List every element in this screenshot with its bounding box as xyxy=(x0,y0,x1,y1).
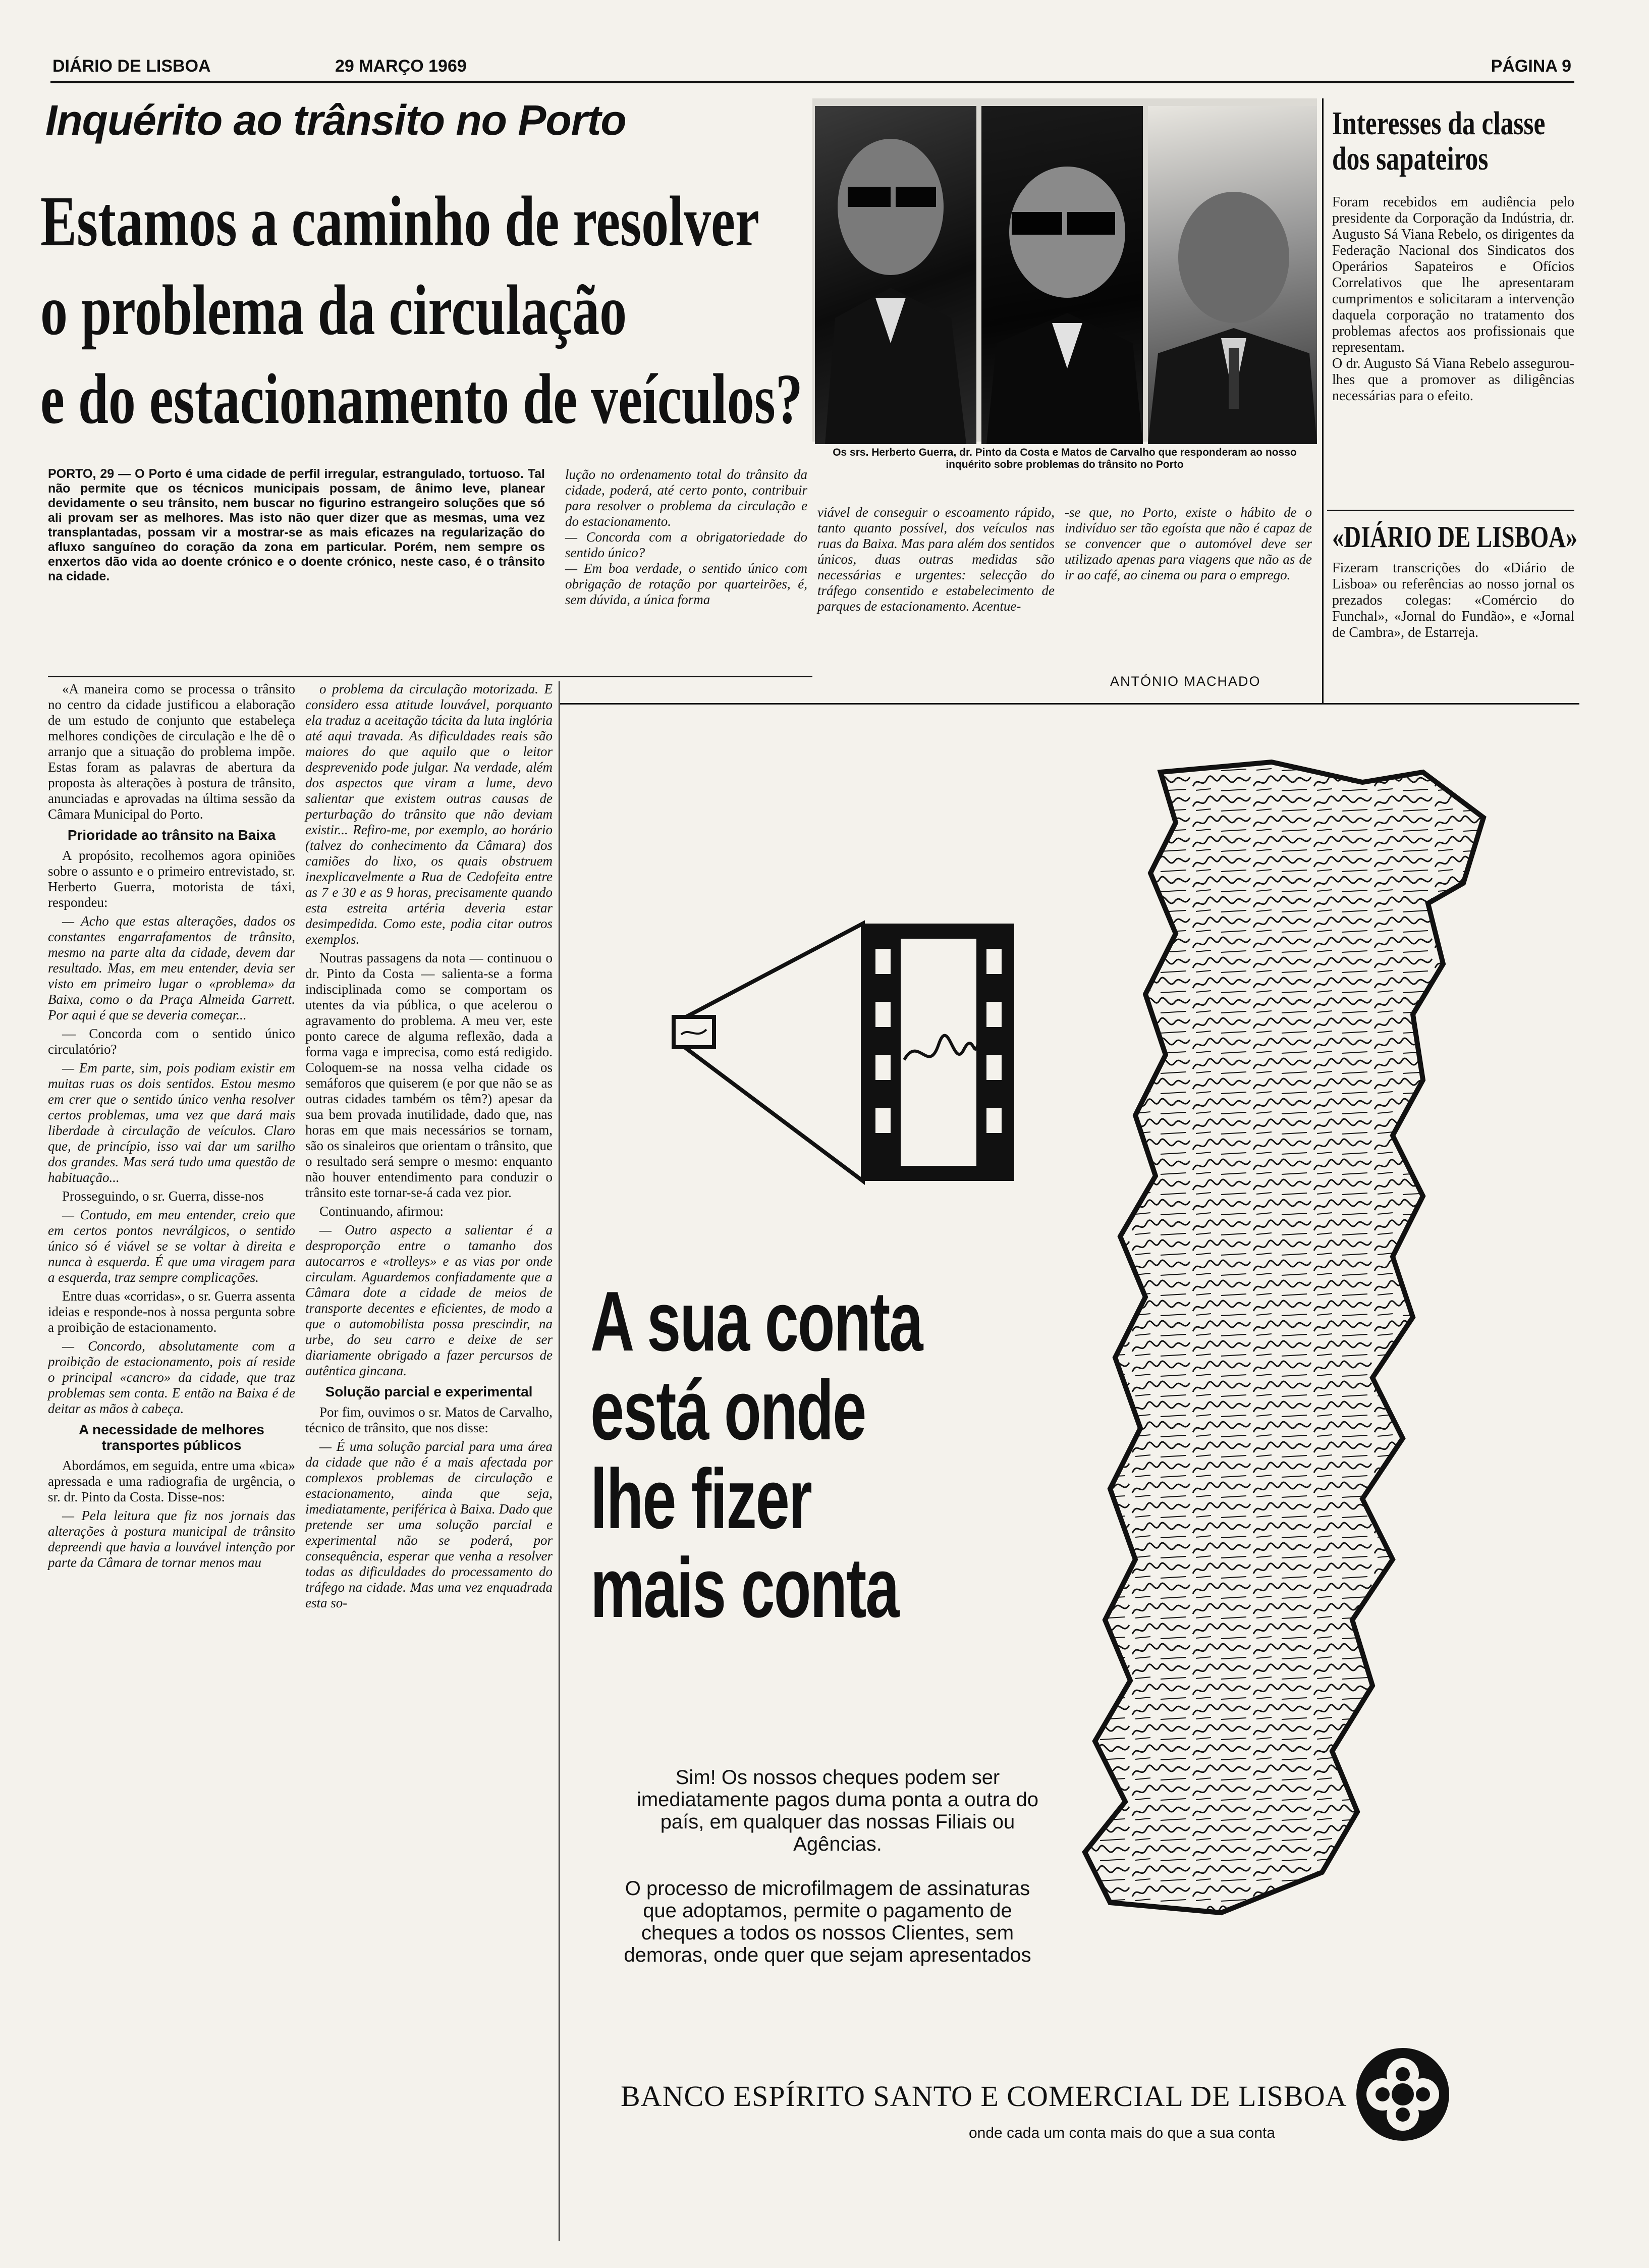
portugal-map-icon xyxy=(1009,752,1514,1933)
article-column-4: viável de conseguir o escoamento rápido, tanto quanto possível, dos veículos nas ruas da Baixa. Mas para além dos sentidos únicos, duas outras medidas são necessárias e urgentes: selecção do tráfego consentido e estabelecimento de parques de estacionamento. Acentue- xyxy=(817,505,1055,614)
col1-paragraph: A propósito, recolhemos agora opiniões sobre o assunto e o primeiro entrevistado, sr. Herberto Guerra, motorista de táxi, respondeu: xyxy=(48,848,295,910)
column-rule-left xyxy=(559,681,560,2241)
photo-matos-de-carvalho xyxy=(1148,106,1317,444)
issue-date: 29 MARÇO 1969 xyxy=(335,57,467,76)
sidebar-sapateiros-body: Foram recebidos em audiência pelo presidente da Corporação da Indústria, dr. Augusto Sá Viana Rebelo, os dirigentes da Federação Nacional dos Sindicatos dos Operários Sapateiros e Ofícios Correlativos que lhe apresentaram cumprimentos e solicitaram a intervenção daquela corporação no tratamento dos problemas afectos aos profissionais que representam. O dr. Augusto Sá Viana Rebelo assegurou-lhes que a promover as diligências necessárias para o efeito. xyxy=(1332,194,1574,404)
masthead xyxy=(52,57,1571,82)
ad-headline xyxy=(590,1274,922,1635)
col2-paragraph: o problema da circulação motorizada. E considero essa atitude louvável, porquanto ela traduz a aceitação tácita da luta inglória até aqui travada. As dificuldades reais são maiores do que aquilo que o leitor desprevenido pode julgar. Na verdade, além dos aspectos que viram a lume, devo salientar que existem outras causas de perturbação do trânsito que não deviam existir... Refiro-me, por exemplo, ao horário (talvez do conhecimento da Câmara) dos camiões do lixo, os quais obstruem inexplicavelmente a Rua de Cedofeita entre as 7 e 30 e as 9 horas, precisamente quando esta estreita artéria deveria estar desimpedida. Como este, podia citar outros exemplos. xyxy=(305,681,553,947)
col1-subhead-1: Prioridade ao trânsito na Baixa xyxy=(67,827,276,843)
masthead-rule xyxy=(50,81,1574,83)
col1-paragraph: — Concordo, absolutamente com a proibição de estacionamento, pois aí reside o principal «cancro» da cidade, que traz problemas sem conta. E então na Baixa é de deitar as mãos à cabeça. xyxy=(48,1338,295,1416)
headline-line-1: Estamos a caminho de resolver xyxy=(40,181,759,261)
article-column-2 xyxy=(305,681,553,1614)
col1-subhead-2: A necessidade de melhores transportes públicos xyxy=(79,1422,264,1453)
col1-paragraph: Prosseguindo, o sr. Guerra, disse-nos xyxy=(62,1189,264,1204)
ad-headline-line-4: mais conta xyxy=(590,1540,899,1635)
ad-headline-line-2: está onde xyxy=(590,1363,866,1457)
film-projection-icon xyxy=(646,908,1050,1201)
col1-paragraph: «A maneira como se processa o trânsito no centro da cidade justificou a elaboração de um estudo de conjunto que estabeleça melhores condições de circulação e lhe dê o arranjo que a situação do problema impõe. Estas foram as palavras de abertura da proposta às alterações à postura de trânsito, anunciadas e aprovadas na última sessão da Câmara Municipal do Porto. xyxy=(48,681,295,822)
article-kicker: Inquérito ao trânsito no Porto xyxy=(45,96,626,144)
portrait-2-icon xyxy=(981,106,1143,444)
headline-line-2: o problema da circulação xyxy=(40,270,627,350)
col1-paragraph: — Acho que estas alterações, dados os constantes engarrafamentos de trânsito, mesmo na parte alta da cidade, devem dar resultado. Mas, em meu entender, devia ser visto em primeiro lugar o «problema» da Baixa, como o da Praça Almeida Garrett. Por aqui é que se deveria começar... xyxy=(48,913,295,1022)
col1-paragraph: Entre duas «corridas», o sr. Guerra assenta ideias e responde-nos à nossa pergunta sobre a proibição de estacionamento. xyxy=(48,1288,295,1335)
photo-herberto-guerra xyxy=(815,106,976,444)
article-column-3: lução no ordenamento total do trânsito da cidade, poderá, até certo ponto, contribuir para resolver o problema da circulação e do estacionamento. — Concorda com a obrigatoriedade do sentido único? — Em boa verdade, o sentido único com obrigação de rotação por quarteirões, é, sem dúvida, a única forma xyxy=(565,467,807,607)
bank-name: BANCO ESPÍRITO SANTO E COMERCIAL DE LISBOA xyxy=(621,2080,1347,2113)
article-column-5: -se que, no Porto, existe o hábito de o indivíduo ser tão egoísta que não é capaz de se convencer que o automóvel deve ser utilizado apenas para viagens que não as de ir ao café, ao cinema ou para o emprego. xyxy=(1065,505,1312,582)
col1-paragraph: — Em parte, sim, pois podiam existir em muitas ruas os dois sentidos. Estou mesmo em crer que o sentido único venha resolver certos problemas, uma vez que dará mais liberdade à circulação de veículos. Claro que, de princípio, isso vai dar um sarilho dos grandes. Mas será tudo uma questão de habituação... xyxy=(48,1060,295,1185)
ad-headline-line-3: lhe fizer xyxy=(590,1451,811,1546)
col2-subhead: Solução parcial e experimental xyxy=(325,1384,533,1399)
sidebar-title-line-2: dos sapateiros xyxy=(1332,140,1489,177)
portrait-3-icon xyxy=(1148,106,1317,444)
ad-headline-line-1: A sua conta xyxy=(590,1274,922,1369)
col2-paragraph: — É uma solução parcial para uma área da cidade que não é a mais afectada por complexos problemas de circulação e estacionamento, ainda que seja, imediatamente, periférica à Baixa. Dado que pretende ser uma solução parcial e experimental não se poderá, por consequência, esperar que venha a resolver todas as dificuldades do processamento do tráfego na cidade. Mas uma vez enquadrada esta so- xyxy=(305,1439,553,1610)
col2-paragraph: Continuando, afirmou: xyxy=(319,1204,444,1219)
photo-pinto-da-costa xyxy=(981,106,1143,444)
sidebar-dl-title: «DIÁRIO DE LISBOA» xyxy=(1332,520,1578,554)
col1-paragraph: — Concorda com o sentido único circulatório? xyxy=(48,1026,295,1057)
article-headline xyxy=(40,177,817,443)
bank-logo-icon xyxy=(1352,2044,1453,2145)
photo-group xyxy=(812,98,1317,442)
col1-paragraph: — Contudo, em meu entender, creio que em certos pontos nevrálgicos, o sentido único só é viável se se voltar à direita e nunca à esquerda. É que uma viragem para a esquerda, traz sempre complicações. xyxy=(48,1207,295,1285)
sidebar-divider xyxy=(1327,510,1574,511)
col1-paragraph: Abordámos, em seguida, entre uma «bica» apressada e uma radiografia de urgência, o sr. dr. Pinto da Costa. Disse-nos: xyxy=(48,1458,295,1504)
sidebar-title-line-1: Interesses da classe xyxy=(1332,105,1546,142)
lead-rule xyxy=(48,676,812,677)
sidebar-dl-body: Fizeram transcrições do «Diário de Lisboa» ou referências ao nosso jornal os prezados colegas: «Comércio do Funchal», «Jornal do Fundão», e «Jornal de Cambra», de Estarreja. xyxy=(1332,560,1574,640)
article-column-1 xyxy=(48,681,295,1574)
col2-paragraph: — Outro aspecto a salientar é a desproporção entre o tamanho dos autocarros e «trolleys» e as vias por onde circulam. Aguardemos confiadamente que a Câmara dote a cidade de meios de transporte decentes e eficientes, de modo a que o automobilista possa prescindir, na urbe, do seu carro e deixe de ser diariamente obrigado a fazer percursos de autêntica gincana. xyxy=(305,1222,553,1378)
article-bottom-rule xyxy=(560,703,1579,705)
ad-paragraph-1: Sim! Os nossos cheques podem ser imediatamente pagos duma ponta a outra do país, em qualquer das nossas Filiais ou Agências. xyxy=(636,1766,1039,1855)
bank-advertisement xyxy=(565,707,1579,2241)
column-rule-main xyxy=(1322,98,1324,704)
paper-name: DIÁRIO DE LISBOA xyxy=(52,57,211,76)
col2-paragraph: Noutras passagens da nota — continuou o dr. Pinto da Costa — salienta-se a forma indisciplinada como se comportam os utentes da via pública, o que acelerou o agravamento do problema. A meu ver, este ponto carece de alguma reflexão, dada a forma vaga e imprecisa, como está redigido. Coloquem-se na nossa velha cidade os semáforos que quiserem (e por que não se as outras cidades também os têm?) apesar da sua bem provada inutilidade, dado que, nas horas em que mais necessários se tornam, são os sinaleiros que orientam o trânsito, que o resultado será sempre o mesmo: enquanto não houver entendimento para conduzir o trânsito este tornar-se-á cada vez pior. xyxy=(305,950,553,1200)
article-lead: PORTO, 29 — O Porto é uma cidade de perfil irregular, estrangulado, tortuoso. Tal não permite que os técnicos municipais possam, de ânimo leve, planear devidamente o seu trânsito, nem buscar no figurino estrangeiro soluções que só ali provam ser as melhores. Mas isto não quer dizer que as mesmas, uma vez transplantadas, possam vir a mostrar-se as mais eficazes na regularização do afluxo sanguíneo do coração da zona em particular. Porém, nem sempre os enxertos dão vida ao doente crónico e o doente crónico, neste caso, é o trânsito na cidade. xyxy=(48,467,545,583)
bank-slogan: onde cada um conta mais do que a sua conta xyxy=(969,2125,1276,2141)
photo-caption: Os srs. Herberto Guerra, dr. Pinto da Costa e Matos de Carvalho que responderam ao nosso inquérito sobre problemas do trânsito no Porto xyxy=(833,447,1297,470)
ad-paragraph-2: O processo de microfilmagem de assinaturas que adoptamos, permite o pagamento de cheques a todos os nossos Clientes, sem demoras, onde quer que sejam apresentados xyxy=(624,1877,1031,1966)
article-author: ANTÓNIO MACHADO xyxy=(1110,674,1261,689)
page-number: PÁGINA 9 xyxy=(1491,57,1571,76)
portrait-1-icon xyxy=(815,106,976,444)
sidebar-sapateiros-title xyxy=(1332,106,1574,177)
headline-line-3: e do estacionamento de veículos? xyxy=(40,359,803,439)
col2-paragraph: Por fim, ouvimos o sr. Matos de Carvalho, técnico de trânsito, que nos disse: xyxy=(305,1405,553,1435)
col1-paragraph: — Pela leitura que fiz nos jornais das alterações à postura municipal de trânsito depreendi que havia a louvável intenção por parte da Câmara de tornar menos mau xyxy=(48,1508,295,1570)
